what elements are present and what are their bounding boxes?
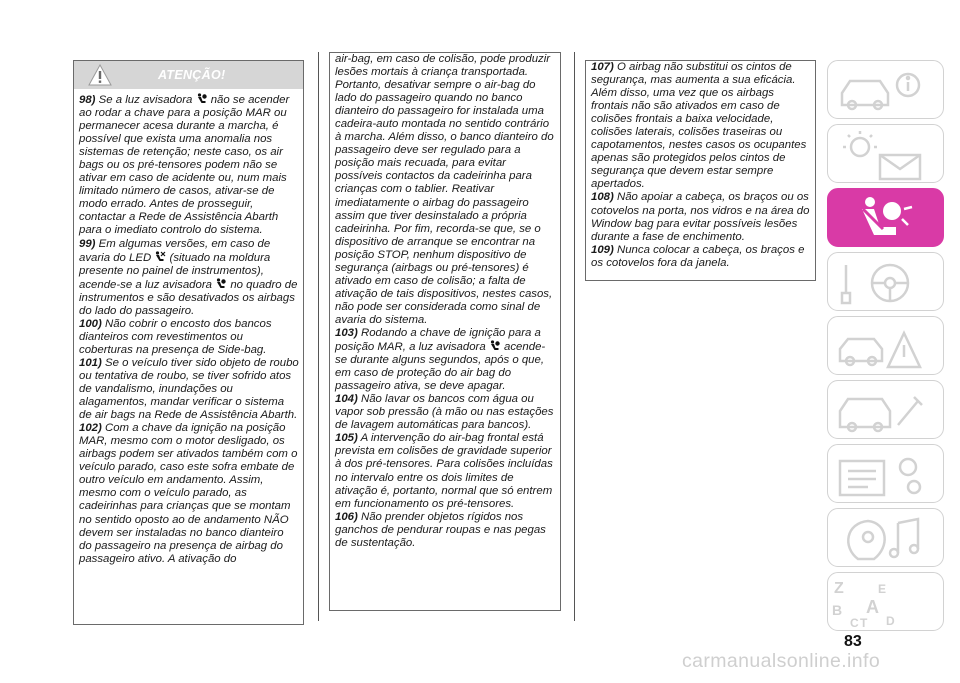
airbag-off-led-icon	[154, 251, 166, 262]
multimedia-icon	[828, 509, 944, 567]
maintenance-icon	[828, 381, 944, 439]
note-107: 107) O airbag não substitui os cintos de segurança, mas aumenta a sua eficácia. Além disso, uma vez que os airbags frontais não são ativados em caso de colisões frontais a baixa velocidade, colisões laterais, colisões traseiras ou capotamentos, nestes casos os ocupantes apenas são protegidos pelos cintos de segurança que devem estar sempre apertados.	[591, 61, 807, 191]
svg-text:T: T	[860, 616, 868, 630]
tab-index[interactable]	[827, 572, 944, 631]
warning-title: ATENÇÃO!	[158, 68, 226, 82]
warning-box-continued	[329, 52, 561, 611]
technical-data-icon	[828, 445, 944, 503]
note-105: 105) A intervenção do air-bag frontal está prevista em colisões de gravidade superior à dos pré-tensores. Para colisões incluídas no intervalo entre os dois limites de ativação é, portanto, normal que só entrem em funcionamento os pré-tensores.	[335, 432, 553, 510]
svg-text:C: C	[850, 616, 859, 630]
airbag-warning-icon	[215, 278, 227, 289]
tab-lights-warnings[interactable]	[827, 124, 944, 183]
note-108: 108) Não apoiar a cabeça, os braços ou os cotovelos na porta, nos vidros e na área do Window bag para evitar possíveis lesões durante a fase de enchimento.	[591, 191, 810, 243]
column-divider-1	[318, 52, 319, 621]
watermark: carmanualsonline.info	[682, 650, 881, 672]
tab-car-info[interactable]	[827, 60, 944, 119]
note-102-continued: air-bag, em caso de colisão, pode produzir lesões mortais à criança transportada. Portanto, desativar sempre o air-bag do lado do passageiro quando no banco dianteiro do passageiro for instalada uma cadeira-auto montada no sentido contrário à marcha. Além disso, o banco dianteiro do passageiro deve ser regulado para a posição mais recuada, para evitar possíveis contactos da cadeirinha para crianças com o tablier. Reativar imediatamente o airbag do passageiro assim que tiver desinstalado a própria cadeirinha. Por fim, recorda-se que, se o dispositivo de arranque se encontrar na posição STOP, nenhum dispositivo de segurança (airbags ou pré-tensores) é ativado em caso de colisão; a falta de ativação de tais dispositivos, nestes casos, não pode ser considerada como sinal de avaria do sistema.	[335, 53, 554, 326]
index-icon	[828, 573, 944, 631]
tab-maintenance[interactable]	[827, 380, 944, 439]
svg-text:D: D	[886, 614, 895, 628]
tab-technical-data[interactable]	[827, 444, 944, 503]
emergency-icon	[828, 317, 944, 375]
note-102: 102) Com a chave da ignição na posição MAR, mesmo com o motor desligado, os airbags podem ser ativados também com o veículo parado, caso este sofra embate de outro veículo em andamento. Assim, mesmo com o veículo parado, as cadeirinhas para crianças que se montam no sentido oposto ao de andamento NÃO devem ser instaladas no banco dianteiro do passageiro na presença de airbag do passageiro ativo. A ativação do	[79, 422, 298, 565]
note-100: 100) Não cobrir o encosto dos bancos dianteiros com revestimentos ou coberturas na presença de Side-bag.	[79, 317, 272, 356]
svg-text:Z: Z	[834, 580, 844, 597]
airbag-warning-icon	[489, 340, 501, 351]
tab-safety[interactable]	[827, 188, 944, 247]
note-106: 106) Não prender objetos rígidos nos ganchos de pendurar roupas e nas pegas de sustentação.	[335, 510, 546, 549]
note-101: 101) Se o veículo tiver sido objeto de roubo ou tentativa de roubo, se tiver sofrido atos de vandalismo, inundações ou alagamentos, mandar verificar o sistema de air bags na Rede de Assistência Abarth.	[79, 356, 299, 422]
seat-safety-icon	[828, 189, 944, 247]
warning-box	[73, 60, 304, 625]
note-98: 98) Se a luz avisadora não se acender ao rodar a chave para a posição MAR ou permanecer acesa durante a marcha, é possível que exista uma anomalia nos sistemas de retenção; neste caso, os air bags ou os pré-tensores podem não se ativar em caso de acidente ou, num mais limitado número de casos, ativar-se de modo errado. Antes de prosseguir, contactar a Rede de Assistência Abarth para o imediato controlo do sistema.	[79, 94, 290, 237]
warning-box-end	[585, 60, 816, 281]
svg-text:B: B	[832, 602, 843, 618]
car-info-icon	[828, 61, 944, 119]
column-divider-2	[574, 52, 575, 621]
note-99: 99) Em algumas versões, em caso de avaria do LED (situado na moldura presente no painel de instrumentos), acende-se a luz avisadora no quadro de instrumentos e são desativados os airbags do lado do passageiro.	[79, 237, 298, 317]
page-number: 83	[844, 633, 862, 650]
warning-header	[74, 61, 303, 89]
svg-text:A: A	[866, 597, 879, 617]
tab-multimedia[interactable]	[827, 508, 944, 567]
start-drive-icon	[828, 253, 944, 311]
airbag-warning-icon	[196, 93, 208, 104]
warning-triangle-icon	[88, 64, 112, 86]
tab-emergency[interactable]	[827, 316, 944, 375]
tab-start-drive[interactable]	[827, 252, 944, 311]
note-103: 103) Rodando a chave de ignição para a posição MAR, a luz avisadora acende-se durante alguns segundos, após o que, em caso de proteção do air bag do passageiro ativa, se deve apagar.	[335, 326, 546, 393]
note-109: 109) Nunca colocar a cabeça, os braços e os cotovelos fora da janela.	[591, 243, 805, 269]
lights-warning-icon	[828, 125, 944, 183]
svg-text:E: E	[878, 582, 887, 596]
note-104: 104) Não lavar os bancos com água ou vapor sob pressão (à mão ou nas estações de lavagem automáticas para bancos).	[335, 393, 554, 432]
